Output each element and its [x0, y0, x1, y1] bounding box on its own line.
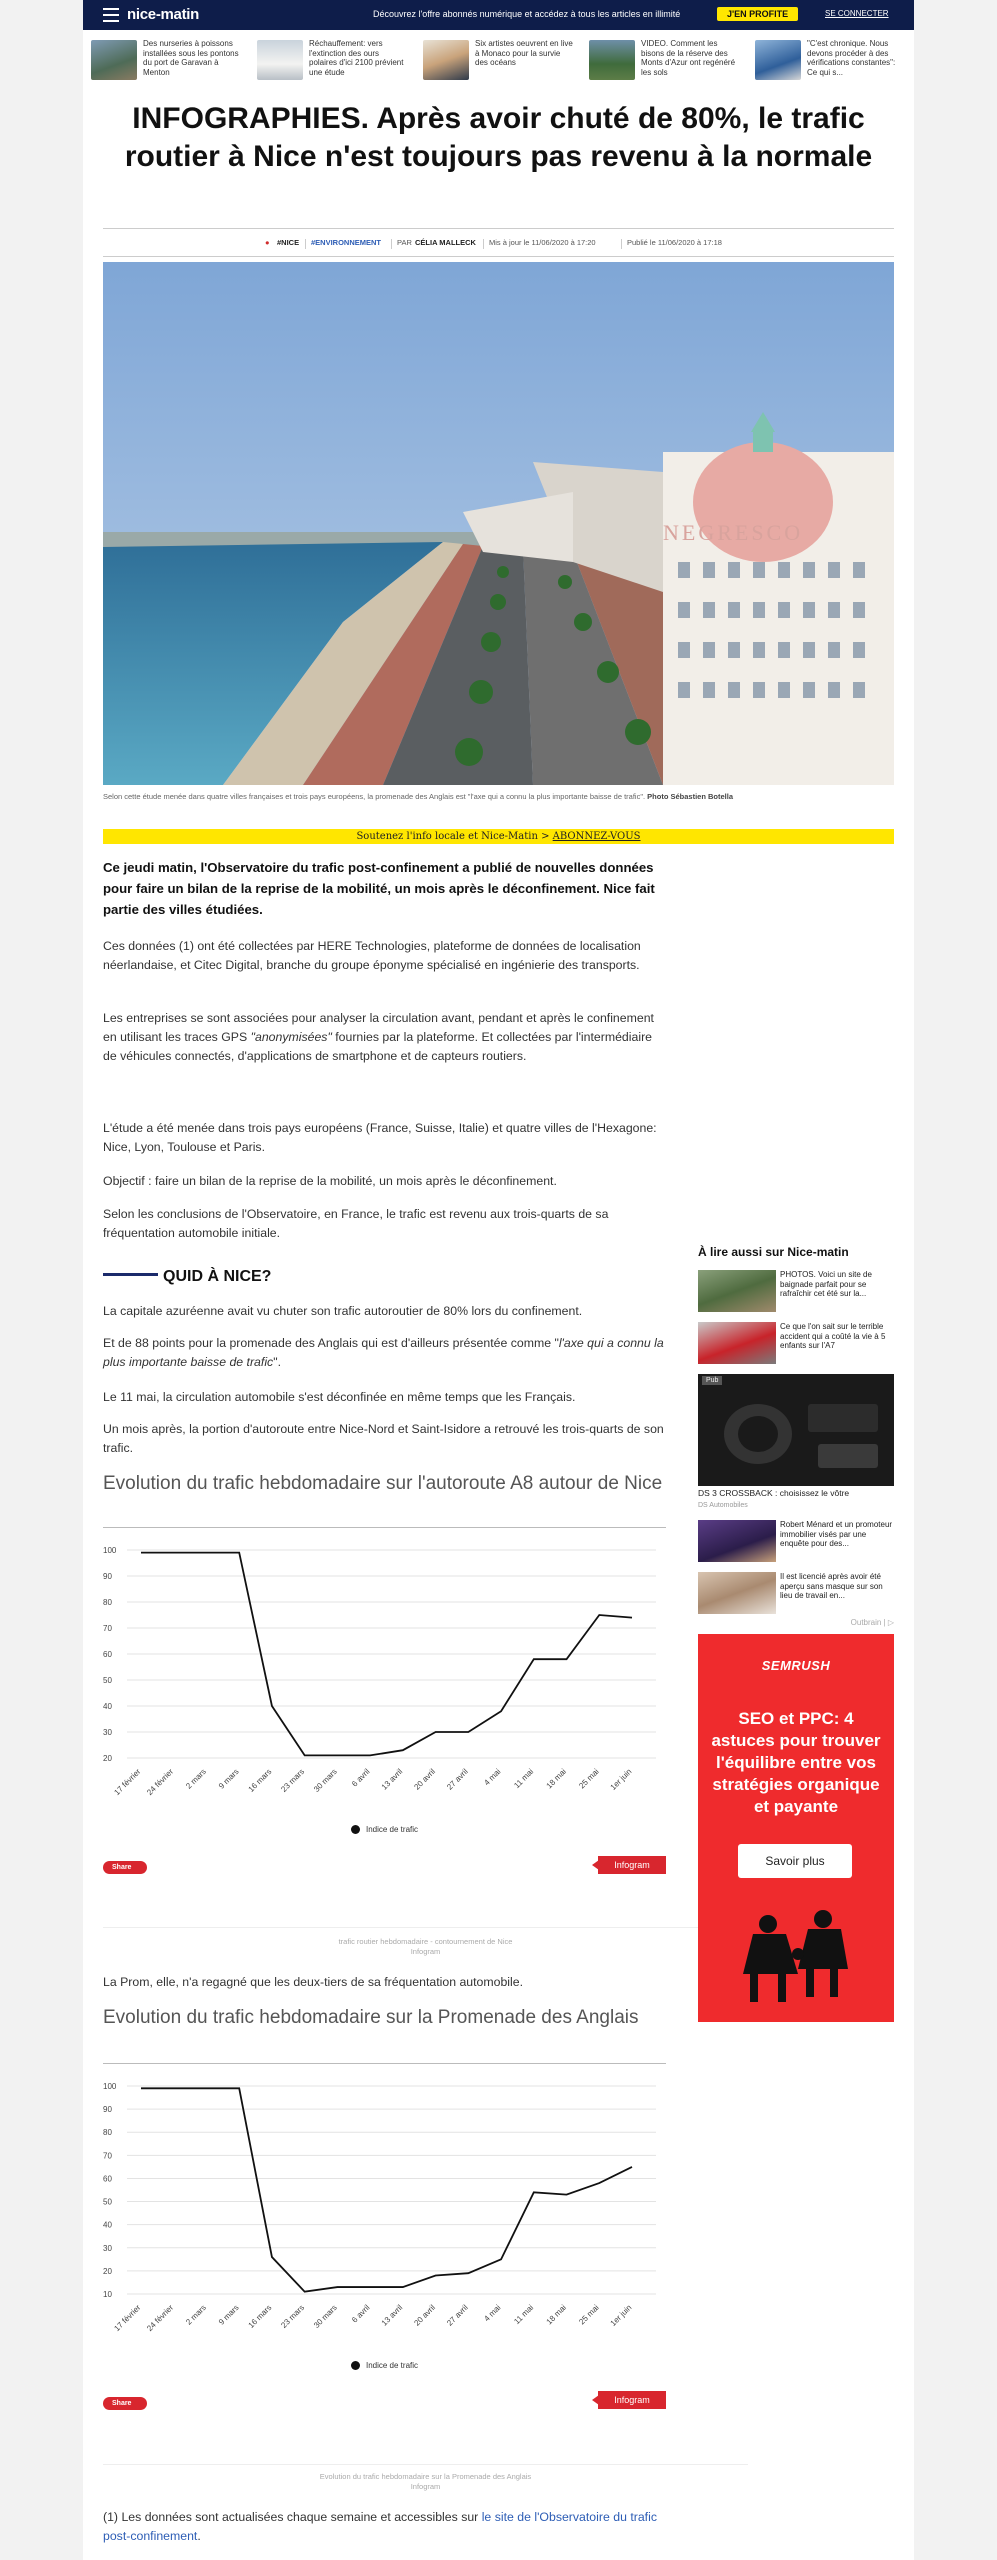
menu-icon[interactable] — [103, 8, 119, 22]
divider — [391, 239, 392, 249]
x-tick-label: 1er juin — [608, 2303, 634, 2328]
article-body — [103, 1973, 666, 1992]
x-tick-label: 11 mai — [512, 1767, 536, 1790]
x-tick-label: 11 mai — [512, 2303, 536, 2326]
related-thumbnail — [698, 1322, 776, 1364]
paragraph-text: ". — [273, 1355, 281, 1369]
x-tick-label: 20 avril — [412, 2303, 438, 2328]
negresco-sign: NEGRESCO — [663, 520, 804, 545]
article-body — [103, 1205, 666, 1243]
caption-text: Selon cette étude menée dans quatre villes françaises et trois pays européens, la promenade des Anglais est "l'axe qui a connu la plus importante baisse de trafic". — [103, 792, 646, 801]
ad-illustration — [698, 1634, 894, 2022]
related-title: À lire aussi sur Nice-matin — [698, 1245, 849, 1259]
ad-sponsor: DS Automobiles — [698, 1502, 748, 1509]
y-tick-label: 90 — [103, 1572, 112, 1581]
legend-label: Indice de trafic — [365, 2361, 419, 2370]
support-text: Soutenez l'info locale et Nice-Matin > — [356, 831, 550, 842]
teaser-item[interactable] — [581, 36, 741, 84]
y-tick-label: 40 — [103, 2220, 112, 2230]
observatoire-link[interactable]: le site de l'Observatoire du trafic post-confinement — [103, 2510, 657, 2543]
legend-dot — [351, 1825, 360, 1834]
article-body — [103, 1119, 666, 1157]
ad-cta-button[interactable]: Savoir plus — [738, 1844, 852, 1878]
x-tick-label: 25 mai — [577, 2303, 601, 2327]
x-tick-label: 17 février — [112, 1767, 143, 1798]
car-dashboard-image — [698, 1374, 894, 1486]
series-line[interactable] — [141, 2088, 632, 2291]
chart-legend — [103, 1825, 666, 1834]
y-tick-label: 100 — [103, 1546, 117, 1555]
article-body — [103, 1172, 666, 1191]
paragraph: La capitale azuréenne avait vu chuter son trafic autoroutier de 80% lors du confinement. — [103, 1304, 583, 1318]
updated-date: Mis à jour le 11/06/2020 à 17:20 — [489, 238, 596, 247]
legend-dot — [351, 2361, 360, 2370]
related-thumbnail — [698, 1270, 776, 1312]
divider — [621, 239, 622, 249]
related-text: PHOTOS. Voici un site de baignade parfait pour se rafraîchir cet été sur la... — [780, 1270, 872, 1298]
paragraph-italic: l'axe qui a connu la plus importante baisse de trafic — [103, 1336, 664, 1369]
teaser-strip — [83, 36, 914, 88]
y-tick-label: 60 — [103, 2174, 112, 2184]
paragraph: La Prom, elle, n'a regagné que les deux-tiers de sa fréquentation automobile. — [103, 1975, 524, 1989]
x-tick-label: 4 mai — [482, 2303, 503, 2324]
y-tick-label: 30 — [103, 1728, 112, 1737]
section-heading — [103, 1268, 666, 1292]
x-tick-label: 16 mars — [246, 1767, 274, 1794]
hero-image[interactable] — [103, 262, 894, 785]
teaser-text: "C'est chronique. Nous devons procéder à des vérifications constantes": Ce qui s... — [807, 39, 896, 77]
paragraph — [103, 2508, 666, 2546]
location-pin-icon: ● — [265, 238, 270, 247]
y-tick-label: 100 — [103, 2082, 117, 2091]
x-tick-label: 9 mars — [216, 1767, 241, 1791]
y-tick-label: 20 — [103, 2266, 112, 2276]
car-ad[interactable] — [698, 1374, 894, 1486]
image-caption — [103, 792, 894, 801]
y-tick-label: 20 — [103, 1754, 112, 1763]
chart-title: Evolution du trafic hebdomadaire sur la Promenade des Anglais — [103, 2007, 639, 2028]
paragraph: Selon les conclusions de l'Observatoire, en France, le trafic est revenu aux trois-quarts de sa fréquentation automobile initiale. — [103, 1207, 609, 1240]
subscription-promo: Découvrez l'offre abonnés numérique et accédez à tous les articles en illimité — [373, 9, 681, 19]
paragraph: L'étude a été menée dans trois pays européens (France, Suisse, Italie) et quatre villes de l'Hexagone: Nice, Lyon, Toulouse et Paris. — [103, 1121, 657, 1154]
x-tick-label: 18 mai — [544, 1767, 568, 1791]
teaser-text: Réchauffement: vers l'extinction des ours polaires d'ici 2100 prévient une étude — [309, 39, 404, 77]
chart-credit — [103, 2472, 748, 2492]
paragraph-text: Et de 88 points pour la promenade des Anglais qui est d'ailleurs présentée comme " — [103, 1336, 559, 1350]
article-meta — [83, 238, 914, 252]
x-tick-label: 4 mai — [482, 1767, 503, 1788]
article-title: INFOGRAPHIES. Après avoir chuté de 80%, le trafic routier à Nice n'est toujours pas revenu à la normale — [124, 102, 873, 173]
hero-illustration — [103, 262, 894, 785]
lead-paragraph: Ce jeudi matin, l'Observatoire du trafic post-confinement a publié de nouvelles données pour faire un bilan de la reprise de la mobilité, un mois après le déconfinement. Nice fait partie des villes étudiées. — [103, 860, 655, 917]
footnote-text: (1) Les données sont actualisées chaque semaine et accessibles sur — [103, 2510, 482, 2524]
outbrain-logo[interactable]: Outbrain | ▷ — [850, 1618, 894, 1627]
heading-accent — [103, 1273, 158, 1276]
y-tick-label: 80 — [103, 2128, 112, 2138]
x-tick-label: 30 mars — [312, 2303, 339, 2330]
x-tick-label: 9 mars — [216, 2303, 241, 2327]
divider — [103, 2464, 748, 2465]
x-tick-label: 6 avril — [350, 1767, 372, 1789]
chart-credit-text: trafic routier hebdomadaire - contournement de Nice — [338, 1937, 513, 1946]
y-tick-label: 50 — [103, 1676, 112, 1685]
teaser-thumbnail — [91, 40, 137, 80]
teaser-item[interactable] — [83, 36, 243, 84]
y-tick-label: 90 — [103, 2105, 112, 2115]
divider — [483, 239, 484, 249]
subscribe-link[interactable]: ABONNEZ-VOUS — [552, 831, 641, 842]
chart-credit-text: Evolution du trafic hebdomadaire sur la Promenade des Anglais — [319, 2472, 532, 2481]
x-tick-label: 1er juin — [608, 1767, 634, 1792]
top-bar — [83, 0, 914, 30]
divider — [103, 256, 894, 257]
related-thumbnail — [698, 1520, 776, 1562]
article-body — [103, 1334, 666, 1372]
y-tick-label: 40 — [103, 1702, 112, 1711]
x-tick-label: 17 février — [112, 2303, 143, 2334]
teaser-item[interactable] — [249, 36, 409, 84]
teaser-item[interactable] — [747, 36, 907, 84]
x-tick-label: 13 avril — [379, 1767, 405, 1792]
paragraph-text: Les entreprises se sont associées pour analyser la circulation avant, pendant et après le confinement en utilisant les traces GPS — [103, 1011, 654, 1044]
y-tick-label: 80 — [103, 1598, 112, 1607]
paragraph: Un mois après, la portion d'autoroute entre Nice-Nord et Saint-Isidore a retrouvé les trois-quarts de son trafic. — [103, 1422, 664, 1455]
divider — [305, 239, 306, 249]
teaser-thumbnail — [589, 40, 635, 80]
y-tick-label: 10 — [103, 2290, 112, 2299]
x-tick-label: 23 mars — [279, 1767, 307, 1794]
x-tick-label: 2 mars — [184, 2303, 208, 2327]
related-thumbnail — [698, 1572, 776, 1614]
x-tick-label: 20 avril — [412, 1767, 438, 1792]
related-text: Il est licencié après avoir été aperçu sans masque sur son lieu de travail en... — [780, 1572, 883, 1600]
x-tick-label: 25 mai — [577, 1767, 601, 1791]
article-body — [103, 1009, 666, 1066]
x-tick-label: 6 avril — [350, 2303, 372, 2325]
teaser-item[interactable] — [415, 36, 575, 84]
chart-credit — [103, 1937, 748, 1957]
x-tick-label: 24 février — [145, 2303, 176, 2334]
share-button[interactable]: Share — [103, 2397, 147, 2410]
teaser-text: VIDEO. Comment les bisons de la réserve des Monts d'Azur ont regénéré les sols — [641, 39, 736, 77]
y-tick-label: 70 — [103, 2151, 112, 2161]
footnote — [103, 2508, 666, 2546]
footnote-text: . — [197, 2529, 201, 2543]
tag-nice[interactable]: #NICE — [277, 238, 300, 247]
teaser-thumbnail — [257, 40, 303, 80]
paragraph — [103, 1334, 666, 1372]
related-text: Ce que l'on sait sur le terrible accident qui a coûté la vie à 5 enfants sur l'A7 — [780, 1322, 886, 1350]
infogram-logo[interactable]: Infogram — [598, 1856, 666, 1874]
paragraph-text: fournies par la plateforme. Et collectées par l'intermédiaire de véhicules connectés, d'applications de smartphone et de capteurs routiers. — [103, 1030, 652, 1063]
page — [83, 0, 914, 2560]
semrush-ad[interactable] — [698, 1634, 894, 2022]
y-tick-label: 50 — [103, 2197, 112, 2207]
divider — [103, 2063, 666, 2064]
support-banner[interactable] — [103, 829, 894, 844]
paragraph: Objectif : faire un bilan de la reprise de la mobilité, un mois après le déconfinement. — [103, 1174, 557, 1188]
article-body — [103, 1420, 666, 1458]
y-tick-label: 70 — [103, 1624, 112, 1633]
paragraph-italic: "anonymisées" — [250, 1030, 332, 1044]
divider — [103, 228, 894, 229]
article-body — [103, 1302, 666, 1321]
teaser-thumbnail — [423, 40, 469, 80]
ad-title[interactable]: DS 3 CROSSBACK : choisissez le vôtre — [698, 1488, 850, 1498]
ad-brand: SEMRUSH — [761, 1658, 831, 1673]
y-tick-label: 60 — [103, 1650, 112, 1659]
ad-label: Pub — [702, 1376, 722, 1385]
login-link[interactable]: SE CONNECTER — [825, 9, 889, 18]
heading-text: QUID À NICE? — [163, 1268, 272, 1285]
author-prefix: PAR — [397, 238, 412, 247]
line-chart-a8 — [103, 1540, 666, 1800]
x-tick-label: 2 mars — [184, 1767, 208, 1791]
chart-credit-brand[interactable]: Infogram — [410, 2482, 441, 2491]
y-tick-label: 30 — [103, 2243, 112, 2253]
related-text: Robert Ménard et un promoteur immobilier visés par une enquête pour des... — [780, 1520, 893, 1548]
x-tick-label: 18 mai — [544, 2303, 568, 2327]
article-body — [103, 937, 666, 975]
infogram-logo[interactable]: Infogram — [598, 2391, 666, 2409]
x-tick-label: 30 mars — [312, 1767, 339, 1794]
article-lead — [103, 857, 666, 920]
x-tick-label: 16 mars — [246, 2303, 274, 2330]
paragraph — [103, 1009, 666, 1066]
teaser-thumbnail — [755, 40, 801, 80]
ad-headline: SEO et PPC: 4 astuces pour trouver l'équilibre entre vos stratégies organique et payante — [711, 1709, 881, 1816]
chart-title: Evolution du trafic hebdomadaire sur l'autoroute A8 autour de Nice — [103, 1473, 663, 1494]
author-name[interactable]: CÉLIA MALLECK — [415, 238, 476, 247]
divider — [103, 1527, 666, 1528]
divider — [103, 1927, 748, 1928]
article-body — [103, 1388, 666, 1407]
share-button[interactable]: Share — [103, 1861, 147, 1874]
chart-credit-brand[interactable]: Infogram — [410, 1947, 441, 1956]
published-date: Publié le 11/06/2020 à 17:18 — [627, 238, 722, 247]
site-logo[interactable]: nice-matin — [127, 6, 200, 23]
x-tick-label: 24 février — [145, 1767, 176, 1798]
teaser-text: Des nurseries à poissons installées sous les pontons du port de Garavan à Menton — [143, 39, 239, 77]
paragraph: Ces données (1) ont été collectées par HERE Technologies, plateforme de données de localisation néerlandaise, et Citec Digital, branche du groupe éponyme spécialisé en ingénierie des transports. — [103, 939, 641, 972]
caption-credit: Photo Sébastien Botella — [647, 792, 734, 801]
chart-legend — [103, 2361, 666, 2370]
subscribe-button[interactable]: J'EN PROFITE — [717, 7, 798, 21]
x-tick-label: 27 avril — [445, 2303, 470, 2328]
legend-label: Indice de trafic — [365, 1825, 419, 1834]
teaser-text: Six artistes oeuvrent en live à Monaco pour la survie des océans — [475, 39, 573, 67]
paragraph: Le 11 mai, la circulation automobile s'est déconfinée en même temps que les Français. — [103, 1390, 576, 1404]
x-tick-label: 13 avril — [379, 2303, 405, 2328]
tag-environnement[interactable]: #ENVIRONNEMENT — [311, 238, 382, 247]
related-articles — [698, 1245, 894, 1265]
x-tick-label: 23 mars — [279, 2303, 307, 2330]
x-tick-label: 27 avril — [445, 1767, 470, 1792]
line-chart-promenade — [103, 2076, 666, 2336]
